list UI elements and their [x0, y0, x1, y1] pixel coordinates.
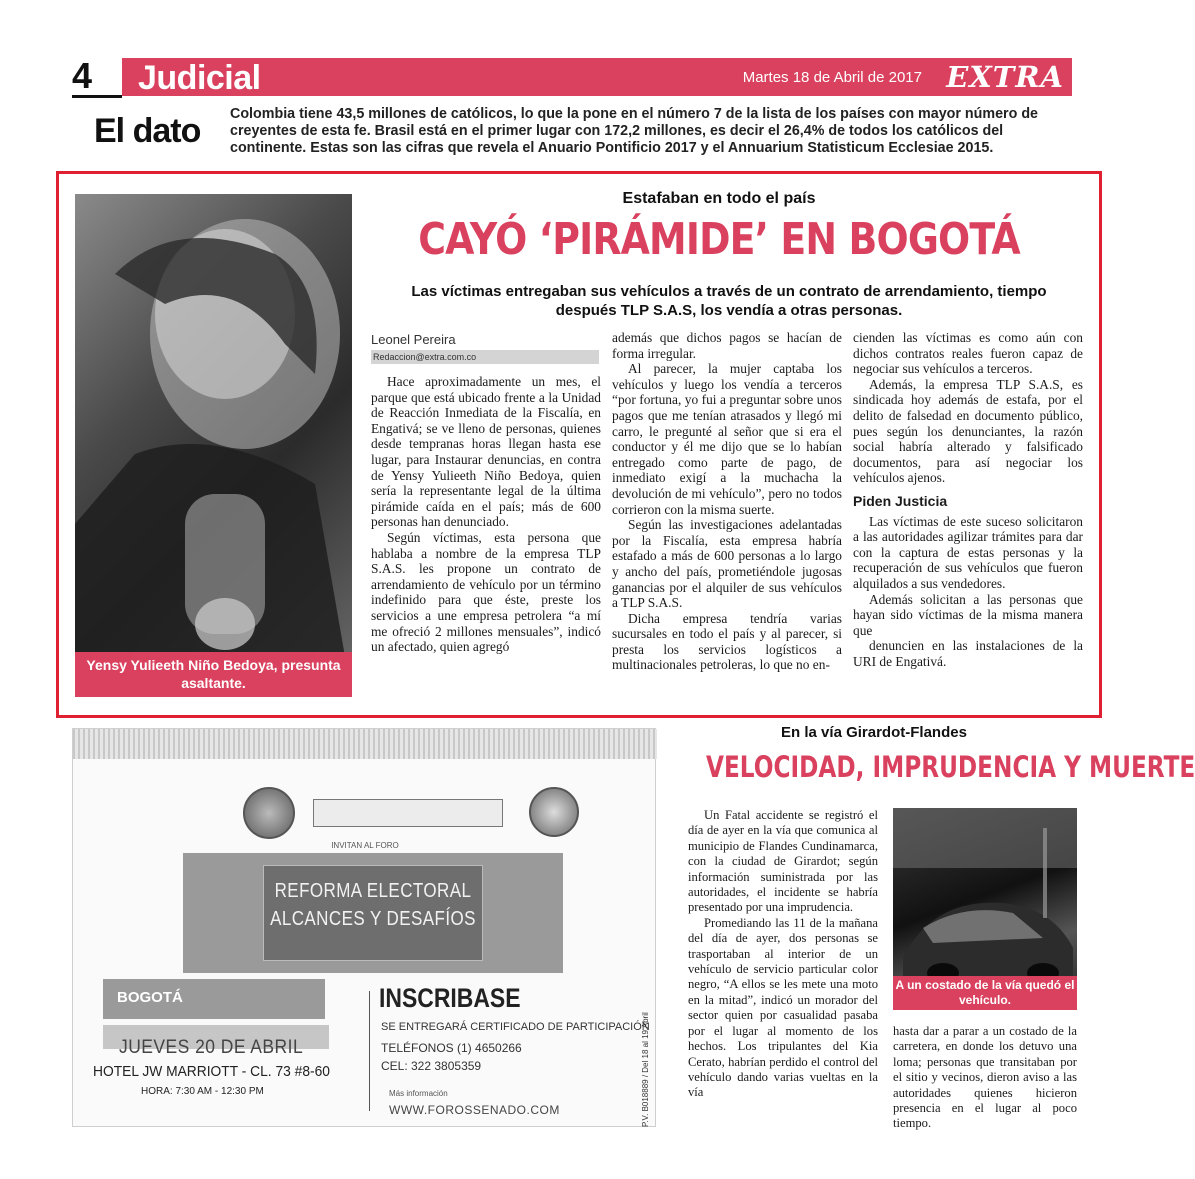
paragraph: Promediando las 11 de la mañana del día de ayer, dos personas se trasportaban al interior de un vehículo de servicio particular color negro, “A ellos se les mete una moto en la mitad”, indicó un morador del sector quien por casualidad pasaba por el lugar al momento de los hechos. Los tripulantes del Kia Cerato, habrían perdido el control del vehículo dando varias vueltas en la vía — [688, 915, 878, 1100]
ad-phones: TELÉFONOS (1) 4650266 — [381, 1041, 522, 1055]
ad-code: P.V. B018889 / Del 18 al 19 Abril — [641, 1012, 650, 1127]
cael-logo — [243, 787, 295, 839]
subheading: Piden Justicia — [853, 492, 948, 509]
section-band — [122, 58, 1072, 96]
article-headline: CAYÓ ‘PIRÁMIDE’ EN BOGOTÁ — [418, 214, 1020, 265]
article-kicker: Estafaban en todo el país — [622, 190, 816, 207]
paragraph: Además, la empresa TLP S.A.S, es sindicada hoy además de estafa, por el delito de falsedad en documento público, pues según los denunciantes, la razón social habría alterado y falsificado documentos, para así negociar los vehículos ajenos. — [853, 376, 1083, 486]
article-column-2 — [612, 330, 842, 673]
banner-line-2: ALCANCES Y DESAFÍOS — [270, 908, 476, 930]
main-article — [56, 171, 1102, 718]
ad-city: BOGOTÁ — [117, 989, 183, 1006]
article-photo — [75, 194, 352, 697]
paragraph: además que dichos pagos se hacían de forma irregular. — [612, 330, 842, 361]
ad-divider — [369, 991, 370, 1111]
ad-date: JUEVES 20 DE ABRIL — [119, 1037, 304, 1058]
brand-logo: EXTRA — [946, 60, 1064, 94]
paragraph: Un Fatal accidente se registró el día de ayer en la vía que comunica al municipio de Flandes Cundinamarca, con la ciudad de Girardot; según información suministrada por las autoridades, el incidente se habría presentado por una imprudencia. — [688, 808, 878, 915]
sponsor-logo — [313, 799, 503, 827]
paragraph: Las víctimas de este suceso solicitaron a las autoridades agilizar trámites para dar con la captura de estas personas y la recuperación de sus vehículos que fueron alquilados a sus vendedores. — [853, 513, 1083, 591]
second-article-headline: VELOCIDAD, IMPRUDENCIA Y MUERTE — [706, 750, 1195, 784]
paragraph: Según las investigaciones adelantadas por la Fiscalía, esta empresa habría estafado a más de 600 personas a lo largo y ancho del país, prometiéndole jugosas ganancias por el alquiler de sus vehículos a TLP S.A.S. — [612, 517, 842, 611]
ad-cta: INSCRIBASE — [379, 983, 521, 1013]
byline-email: Redaccion@extra.com.co — [371, 350, 599, 364]
paragraph: cienden las víctimas es como aún con dichos contratos reales fueron capaz de negociar sus vehículos a terceros. — [853, 330, 1083, 377]
issue-date: Martes 18 de Abril de 2017 — [742, 69, 922, 86]
banner-line-1: REFORMA ELECTORAL — [274, 880, 472, 902]
seal-logo — [529, 787, 579, 837]
section-title: Judicial — [138, 59, 261, 97]
second-article-column-2 — [893, 1024, 1077, 1132]
ad-certificate: SE ENTREGARÁ CERTIFICADO DE PARTICIPACIÓN — [381, 1021, 650, 1033]
paragraph: hasta dar a parar a un costado de la carretera, en donde los detuvo una loma; personas que transitaban por el sitio y vecinos, dieron aviso a las autoridades quienes hicieron presencia en el lugar al poco tiempo. — [893, 1024, 1077, 1131]
portrait-image — [75, 194, 352, 697]
photo-caption: Yensy Yulieeth Niño Bedoya, presunta asaltante. — [75, 652, 352, 697]
paragraph: Dicha empresa tendría varias sucursales en todo el país y al parecer, si presta los servicios logísticos a multinacionales petroleras, lo que no en- — [612, 610, 842, 673]
ad-cell: CEL: 322 3805359 — [381, 1059, 482, 1073]
paragraph: Al parecer, la mujer captaba los vehículos y luego los vendía a terceros “por fortuna, yo fui a preguntar sobre unos pagos que me tenían atrasados y llegó mi carro, le pregunté al señor que si era el conductor y él me dijo que se lo habían entregado como parte de pago, de inmediato exigí a la muchacha la devolución de mi vehículo”, pero no todos corrieron con la misma suerte. — [612, 361, 842, 517]
dato-text: Colombia tiene 43,5 millones de católicos, lo que la pone en el número 7 de la lista de los países con mayor número de creyentes de esta fe. Brasil está en el primer lugar con 172,2 millones, es decir el 26,4% de todos los católicos del continente. Estas son las cifras que revela el Anuario Pontificio 2017 y el Annuarium Statisticum Ecclesiae 2015. — [230, 106, 1039, 156]
ad-city-box — [103, 979, 325, 1019]
accident-photo-caption: A un costado de la vía quedó el vehículo. — [893, 976, 1077, 1010]
forum-advertisement — [72, 728, 656, 1127]
article-deck: Las víctimas entregaban sus vehículos a través de un contrato de arrendamiento, tiempo después TLP S.A.S, los vendía a otras personas. — [411, 283, 1047, 319]
ad-more-info: Más información — [389, 1089, 448, 1098]
dato-label: El dato — [94, 112, 201, 150]
article-column-1 — [371, 374, 601, 655]
ad-invite: INVITAN AL FORO — [331, 841, 399, 850]
article-column-3 — [853, 330, 1083, 669]
ad-url: WWW.FOROSSENADO.COM — [389, 1103, 560, 1117]
page-number: 4 — [72, 56, 122, 98]
byline-author: Leonel Pereira — [371, 332, 456, 347]
sponsor-logos — [243, 787, 583, 837]
paragraph: Según víctimas, esta persona que hablaba a nombre de la empresa TLP S.A.S. les propone un contrato de arrendamiento de vehículo por un término indefinido para que éste, preste los servicios a une empresa petrolera “a mí me ofreció 2 millones mensuales”, indicó un afectado, quien agregó — [371, 529, 601, 655]
paragraph: Hace aproximadamente un mes, el parque que está ubicado frente a la Unidad de Reacción Inmediata de la Fiscalía, en Engativá; se ve lleno de personas, quienes desde tempranas horas llegan hasta ese lugar, para Instaurar denuncias, en contra de Yensy Yulieeth Niño Bedoya, quien sería la representante legal de la última pirámide caída en el país; más de 600 personas han denunciado. — [371, 374, 601, 530]
second-article-kicker: En la vía Girardot-Flandes — [781, 724, 967, 741]
ad-venue: HOTEL JW MARRIOTT - CL. 73 #8-60 — [93, 1063, 330, 1080]
ad-top-strip — [73, 729, 657, 759]
ad-banner — [183, 853, 563, 973]
second-article-column-1 — [688, 808, 878, 1101]
ad-hours: HORA: 7:30 AM - 12:30 PM — [141, 1086, 264, 1097]
banner-text — [212, 877, 535, 933]
page-header — [72, 56, 1072, 98]
paragraph: Además solicitan a las personas que hayan sido víctimas de la misma manera que — [853, 591, 1083, 638]
paragraph: denuncien en las instalaciones de la URI de Engativá. — [853, 638, 1083, 669]
accident-photo — [893, 808, 1077, 1010]
